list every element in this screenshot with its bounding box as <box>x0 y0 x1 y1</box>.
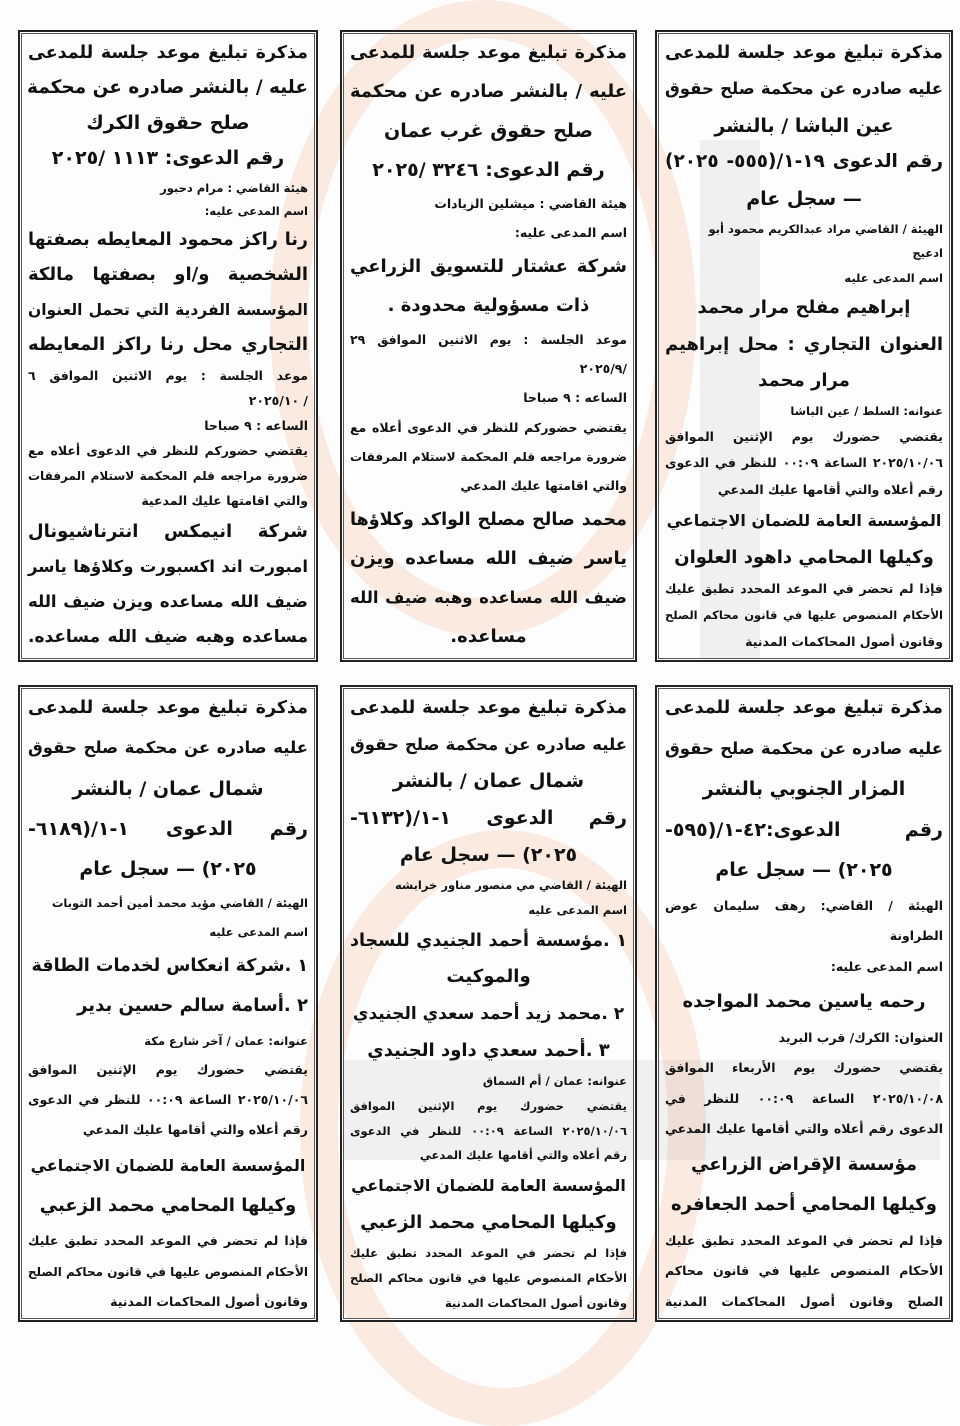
notice-party-line: وكيلها المحامي أحمد الجعافره <box>671 1194 937 1216</box>
notice-text-line: يقتضي حضوركم للنظر في الدعوى أعلاه مع <box>350 419 627 435</box>
notice-text-line: هيئة القاضي : ميشلين الزيادات <box>434 196 627 212</box>
notice-text-line: ادعيج <box>912 246 943 261</box>
notice-title-line: مذكرة تبليغ موعد جلسة للمدعى <box>28 698 308 718</box>
notice-party-line: مرار محمد <box>758 370 850 392</box>
notice-text-line: المزار الجنوبي بالنشر <box>702 778 906 801</box>
notice-party-line: العنوان التجاري : محل إبراهيم <box>665 333 943 355</box>
notice-text-line: الأحكام المنصوص عليها في قانون محاكم الصلح <box>350 1271 627 1286</box>
notice-party-line: شركة عشتار للتسويق الزراعي <box>350 256 627 278</box>
notice-text-line: عليه صادره عن محكمة صلح حقوق <box>28 738 308 758</box>
notice-text-line: اسم المدعى عليه: <box>204 203 308 218</box>
notice-text-line: موعد الجلسة : يوم الاثنين الموافق ٦ <box>28 367 308 383</box>
notice-text-line: ٢٠٢٥/١٠/٠٦ الساعة ٠٠:٠٩ للنظر في الدعوى <box>350 1123 627 1138</box>
notice-text-line: الدعوى رقم أعلاه والتي أقامها عليك المدعي <box>665 1121 943 1137</box>
notice-text-line: ٢٠٢٥/١٠/٠٨ الساعة ٠٠:٠٩ للنظر في <box>665 1090 943 1106</box>
notice-party-line: مساعده. <box>450 625 527 647</box>
notice-text-line: صلح حقوق غرب عمان <box>384 120 593 143</box>
notice-text-line: ضرورة مراجعه قلم المحكمة لاستلام المرفقات <box>28 469 308 484</box>
notice-text-line: ٢٠٢٥/١٠/٠٦ الساعة ٠٠:٠٩ للنظر في الدعوى <box>28 1092 308 1108</box>
notice-title-line: مذكرة تبليغ موعد جلسة للمدعى <box>350 43 627 63</box>
notice-party-line: المؤسسة العامة للضمان الاجتماعي <box>666 511 942 531</box>
notice-text-line: رقم أعلاه والتي أقامها عليك المدعي <box>717 481 943 497</box>
notice-text-line: شمال عمان / بالنشر <box>72 777 264 800</box>
notice-text-line: رقم الدعوى: ١١١٣ /٢٠٢٥ <box>51 147 285 170</box>
notice-text-line: الطراونة <box>889 928 943 944</box>
notice-text-line: الساعه : ٩ صباحا <box>523 390 627 406</box>
notice-text-line: ٢٠٢٥/١٠/٠٦ الساعة ٠٠:٠٩ للنظر في الدعوى <box>665 455 943 471</box>
notice-text-line: رقم الدعوى ١-١/(٦١٣٢- <box>350 807 627 830</box>
notice-text-line: موعد الجلسة : يوم الاثنين الموافق ٢٩ <box>350 332 627 348</box>
notice-party-line: رحمه ياسين محمد المواجده <box>682 991 926 1013</box>
notice-text-line: رقم الدعوى: ٣٢٤٦ /٢٠٢٥ <box>372 159 605 182</box>
notice-party-line: ٢ .أسامة سالم حسين بدير <box>77 995 308 1017</box>
notice-text-line: الصلح وقانون أصول المحاكمات المدنية <box>665 1293 943 1309</box>
notice-karak <box>18 30 318 662</box>
notice-text-line: فإذا لم تحضر في الموعد المحدد تطبق عليك <box>665 580 943 596</box>
notice-text-line: عنوانه: عمان / آخر شارع مكة <box>144 1033 308 1048</box>
notice-party-line: رنا راكز محمود المعايطه بصفتها <box>28 229 308 250</box>
notice-party-line: وكيلها المحامي محمد الزعبي <box>39 1194 297 1216</box>
notice-party-line: امبورت اند اكسبورت وكلاؤها ياسر <box>28 556 308 576</box>
notice-party-line: وكيلها المحامي داهود العلوان <box>674 546 934 568</box>
notice-party-line: ضيف الله مساعده ويزن ضيف الله <box>28 591 308 611</box>
notice-party-line: وكيلها المحامي محمد الزعبي <box>360 1211 617 1233</box>
notice-text-line: وقانون أصول المحاكمات المدنية <box>444 1295 627 1310</box>
notice-text-line: هيئة القاضي : مرام دحبور <box>160 180 308 195</box>
notice-party-line: ١ .شركة انعكاس لخدمات الطاقة <box>31 955 308 976</box>
notice-text-line: اسم المدعى عليه <box>844 270 943 285</box>
notice-text-line: عليه صادره عن محكمة صلح حقوق <box>665 79 943 99</box>
notice-text-line: عليه صادره عن محكمة صلح حقوق <box>350 734 627 754</box>
notice-mazar-janoubi <box>655 685 953 1322</box>
notice-text-line: الهيئة / القاضي: رهف سليمان عوض <box>665 897 943 913</box>
notice-text-line: عليه / بالنشر صادره عن محكمة <box>27 77 308 99</box>
notice-party-line: محمد صالح مصلح الواكد وكلاؤها <box>350 509 627 530</box>
notice-shamal-amman-6189 <box>18 685 318 1322</box>
notice-party-line: مساعده وهبه ضيف الله مساعده. <box>28 626 308 647</box>
notice-title-line: مذكرة تبليغ موعد جلسة للمدعى <box>665 43 943 63</box>
notice-text-line: وقانون أصول المحاكمات المدنية <box>745 633 943 649</box>
notice-text-line: يقتضي حضورك يوم الإثنين الموافق <box>350 1099 627 1114</box>
notice-text-line: /٢٠٢٥/٩ <box>579 361 627 377</box>
notice-text-line: رقم الدعوى:٤٢-١/(٥٩٥- <box>665 818 943 841</box>
notice-text-line: اسم المدعى عليه <box>528 903 627 918</box>
notice-text-line: والتي اقامتها عليك المدعي <box>460 477 627 493</box>
notice-party-line: المؤسسة العامة للضمان الاجتماعي <box>351 1176 626 1196</box>
notice-text-line: / ٢٠٢٥/١٠ <box>248 392 308 408</box>
notice-party-line: ٢ .محمد زيد أحمد سعدي الجنيدي <box>352 1004 625 1025</box>
notice-text-line: الأحكام المنصوص عليها في قانون محاكم الصلح <box>665 608 943 623</box>
notice-party-line: المؤسسة الفردية التي تحمل العنوان <box>28 301 308 320</box>
notice-text-line: يقتضي حضورك يوم الإثنين الموافق <box>665 428 943 444</box>
notice-text-line: ضرورة مراجعه قلم المحكمة لاستلام المرفقات <box>350 449 627 464</box>
notice-text-line: رقم الدعوى ١-١/(٦١٨٩- <box>28 817 308 840</box>
notice-ain-al-basha <box>655 30 953 662</box>
notice-party-line: ٣ .أحمد سعدي داود الجنيدي <box>367 1039 610 1061</box>
notice-text-line: فإذا لم تحضر في الموعد المحدد تطبق عليك <box>28 1233 308 1249</box>
notice-text-line: العنوان: الكرك/ قرب البريد <box>778 1029 943 1045</box>
notice-text-line: عنوانه: عمان / أم السماق <box>482 1074 627 1089</box>
notice-title-line: مذكرة تبليغ موعد جلسة للمدعى <box>28 43 308 63</box>
notice-text-line: يقتضي حضورك يوم الأربعاء الموافق <box>665 1060 943 1076</box>
notice-party-line: ١ .مؤسسة أحمد الجنيدي للسجاد <box>350 930 627 951</box>
notice-text-line: عليه صادره عن محكمة صلح حقوق <box>665 738 943 758</box>
notice-text-line: عنوانه: السلط / عين الباشا <box>790 404 943 419</box>
notice-text-line: يقتضي حضورك يوم الإثنين الموافق <box>28 1061 308 1077</box>
notice-text-line: ٢٠٢٥) — سجل عام <box>399 843 578 866</box>
notice-text-line: عين الباشا / بالنشر <box>714 114 894 137</box>
notice-title-line: مذكرة تبليغ موعد جلسة للمدعى <box>350 698 627 718</box>
notice-party-line: المؤسسة العامة للضمان الاجتماعي <box>30 1155 306 1175</box>
notice-text-line: عليه / بالنشر صادره عن محكمة <box>350 81 627 103</box>
notice-party-line: ضيف الله مساعده وهبه ضيف الله <box>350 587 627 607</box>
notice-text-line: رقم أعلاه والتي أقامها عليك المدعي <box>82 1122 308 1138</box>
notice-text-line: فإذا لم تحضر في الموعد المحدد تطبق عليك <box>350 1246 627 1261</box>
notice-text-line: الهيئة / القاضي مراد عبدالكريم محمود أبو <box>708 222 943 237</box>
notice-text-line: الأحكام المنصوص عليها في قانون محاكم الصلح <box>27 1264 308 1279</box>
notice-party-line: ياسر ضيف الله مساعده ويزن <box>350 547 627 569</box>
notice-text-line: اسم المدعى عليه: <box>514 225 627 241</box>
notice-party-line: مؤسسة الإقراض الزراعي <box>690 1153 917 1175</box>
notice-title-line: مذكرة تبليغ موعد جلسة للمدعى <box>665 698 943 718</box>
notice-text-line: الهيئة / القاضي مي منصور مناور خرابشه <box>394 878 627 893</box>
notice-party-line: شركة انيمكس انترناشيونال <box>28 520 308 542</box>
notice-text-line: ٢٠٢٥) — سجل عام <box>715 859 893 882</box>
notice-text-line: شمال عمان / بالنشر <box>392 770 585 793</box>
notice-text-line: يقتضي حضوركم للنظر في الدعوى أعلاه مع <box>28 443 308 459</box>
notice-text-line: رقم أعلاه والتي أقامها عليك المدعي <box>419 1148 627 1163</box>
notice-party-line: إبراهيم مفلح مرار محمد <box>697 297 911 319</box>
notice-text-line: الساعه : ٩ صباحا <box>204 417 308 433</box>
notice-text-line: — سجل عام <box>746 187 862 210</box>
notice-text-line: صلح حقوق الكرك <box>86 112 250 135</box>
notice-shamal-amman-6132 <box>340 685 637 1322</box>
notice-party-line: ذات مسؤولية محدودة . <box>387 295 590 317</box>
notice-text-line: والتي اقامتها عليك المدعية <box>141 493 308 509</box>
notice-text-line: اسم المدعى عليه <box>209 924 308 939</box>
notice-text-line: رقم الدعوى ١٩-١/(٥٥٥- ٢٠٢٥) <box>665 151 943 173</box>
notice-text-line: اسم المدعى عليه: <box>830 958 943 974</box>
notice-party-line: الشخصية و/او بصفتها مالكة <box>28 264 308 286</box>
notice-text-line: فإذا لم تحضر في الموعد المحدد تطبق عليك <box>665 1232 943 1248</box>
notice-party-line: التجاري محل رنا راكز المعايطه <box>28 334 308 356</box>
notice-text-line: وقانون أصول المحاكمات المدنية <box>110 1293 308 1309</box>
notice-text-line: ٢٠٢٥) — سجل عام <box>79 858 257 881</box>
notice-text-line: الهيئة / القاضي مؤيد محمد أمين أحمد التوبات <box>51 896 308 911</box>
notice-gharb-amman <box>340 30 637 662</box>
notice-text-line: الأحكام المنصوص عليها في قانون محاكم <box>665 1263 943 1279</box>
notice-party-line: والموكيت <box>446 966 531 988</box>
